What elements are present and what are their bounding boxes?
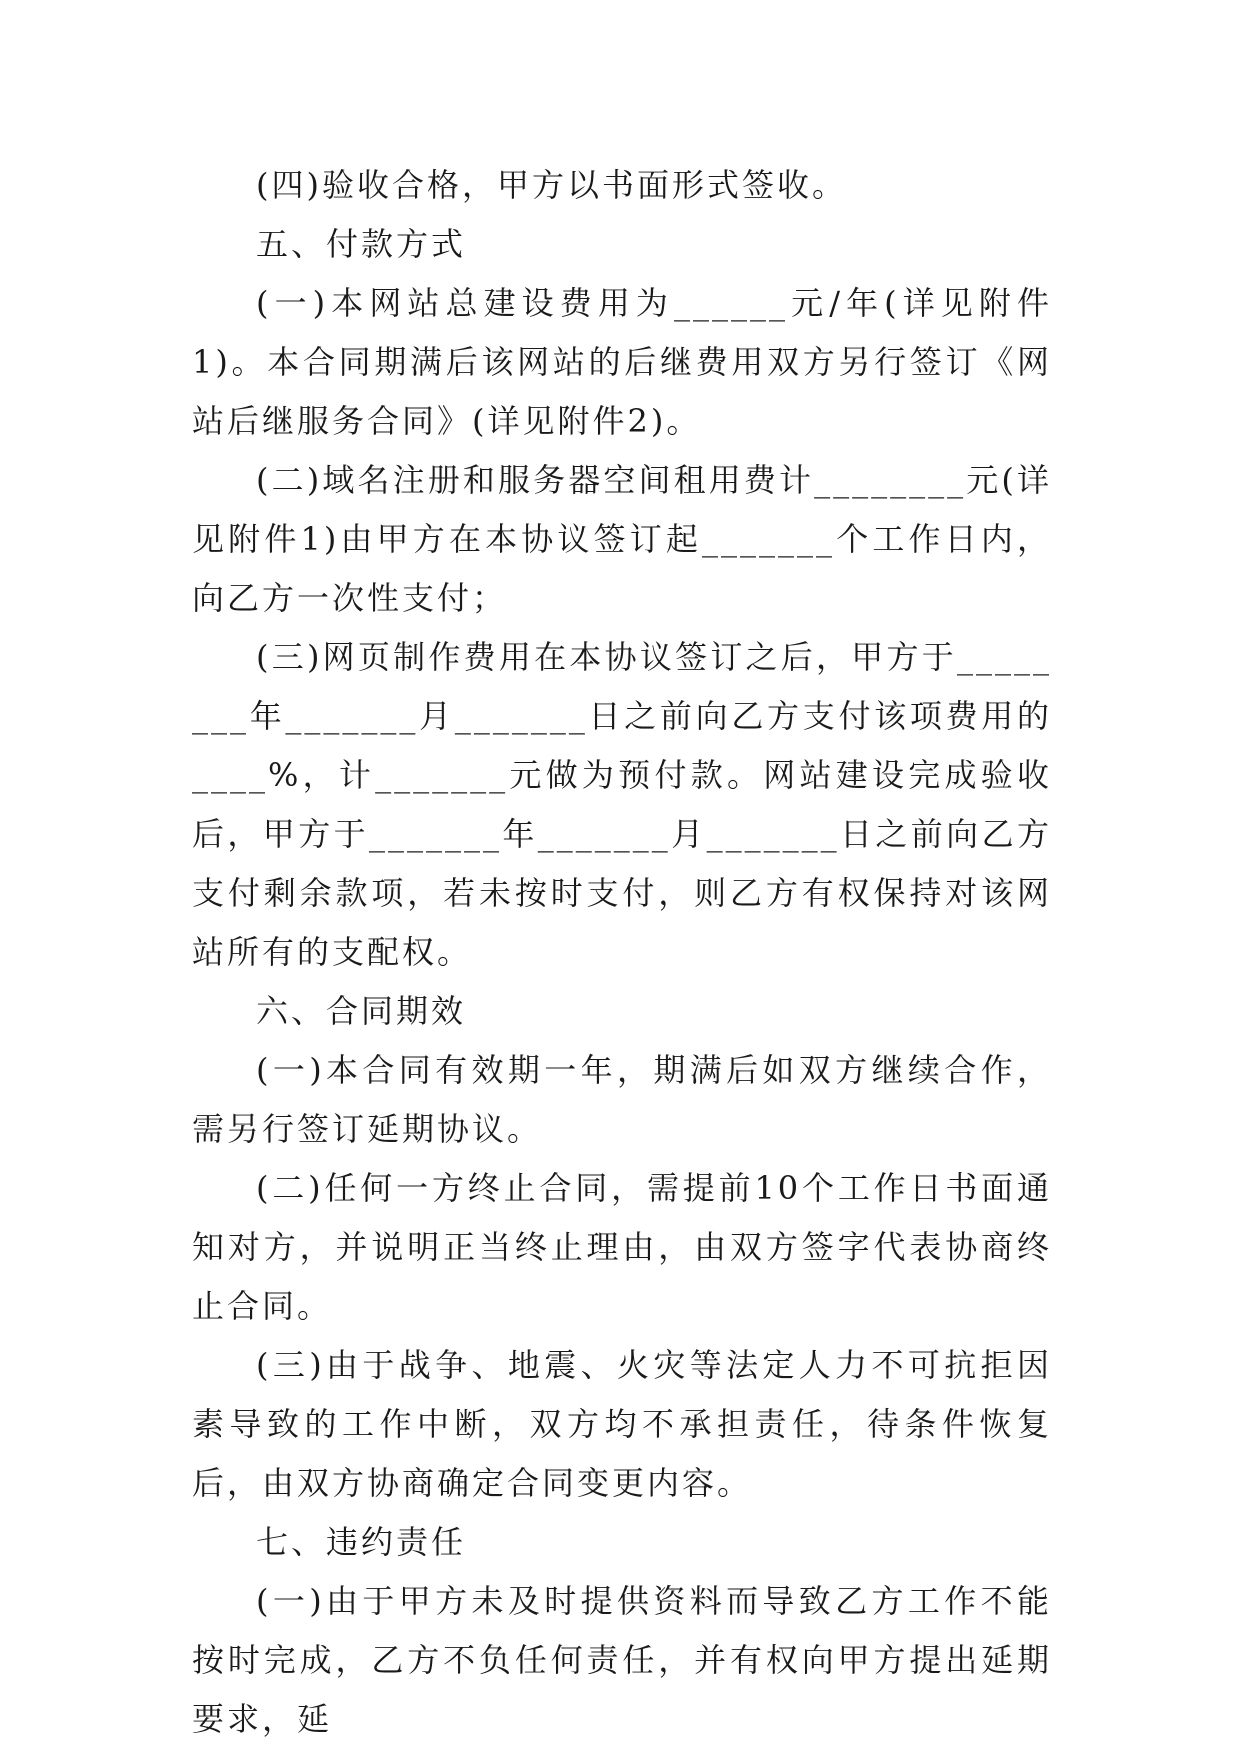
- clause-7-1-party-a-delay: (一)由于甲方未及时提供资料而导致乙方工作不能按时完成，乙方不负任何责任，并有权向甲方提出延期要求，延: [192, 1582, 1052, 1738]
- clause-6-2-termination: (二)任何一方终止合同，需提前10个工作日书面通知对方，并说明正当终止理由，由双方签字代表协商终止合同。: [192, 1169, 1052, 1325]
- clause-5-2-domain-server-fee: (二)域名注册和服务器空间租用费计________元(详见附件1)由甲方在本协议签订起_______个工作日内，向乙方一次性支付；: [192, 461, 1052, 617]
- clause-6-3-force-majeure: (三)由于战争、地震、火灾等法定人力不可抗拒因素导致的工作中断，双方均不承担责任，待条件恢复后，由双方协商确定合同变更内容。: [192, 1346, 1052, 1502]
- clause-5-3-page-production-fee: (三)网页制作费用在本协议签订之后，甲方于________年_______月_______日之前向乙方支付该项费用的____%，计_______元做为预付款。网站建设完成验收后，甲方于_______年_______月_______日之前向乙方支付剩余款项，若未按时支付，则乙方有权保持对该网站所有的支配权。: [192, 638, 1052, 971]
- section-6-heading: 六、合同期效: [256, 992, 467, 1030]
- section-5-heading: 五、付款方式: [256, 225, 467, 263]
- section-7-heading: 七、违约责任: [256, 1523, 467, 1561]
- clause-5-1-total-cost: (一)本网站总建设费用为______元/年(详见附件1)。本合同期满后该网站的后继费用双方另行签订《网站后继服务合同》(详见附件2)。: [192, 284, 1052, 440]
- document-body: [192, 156, 1052, 1749]
- clause-6-1-validity: (一)本合同有效期一年，期满后如双方继续合作，需另行签订延期协议。: [192, 1051, 1052, 1148]
- clause-4-4-acceptance-signoff: (四)验收合格，甲方以书面形式签收。: [256, 166, 847, 204]
